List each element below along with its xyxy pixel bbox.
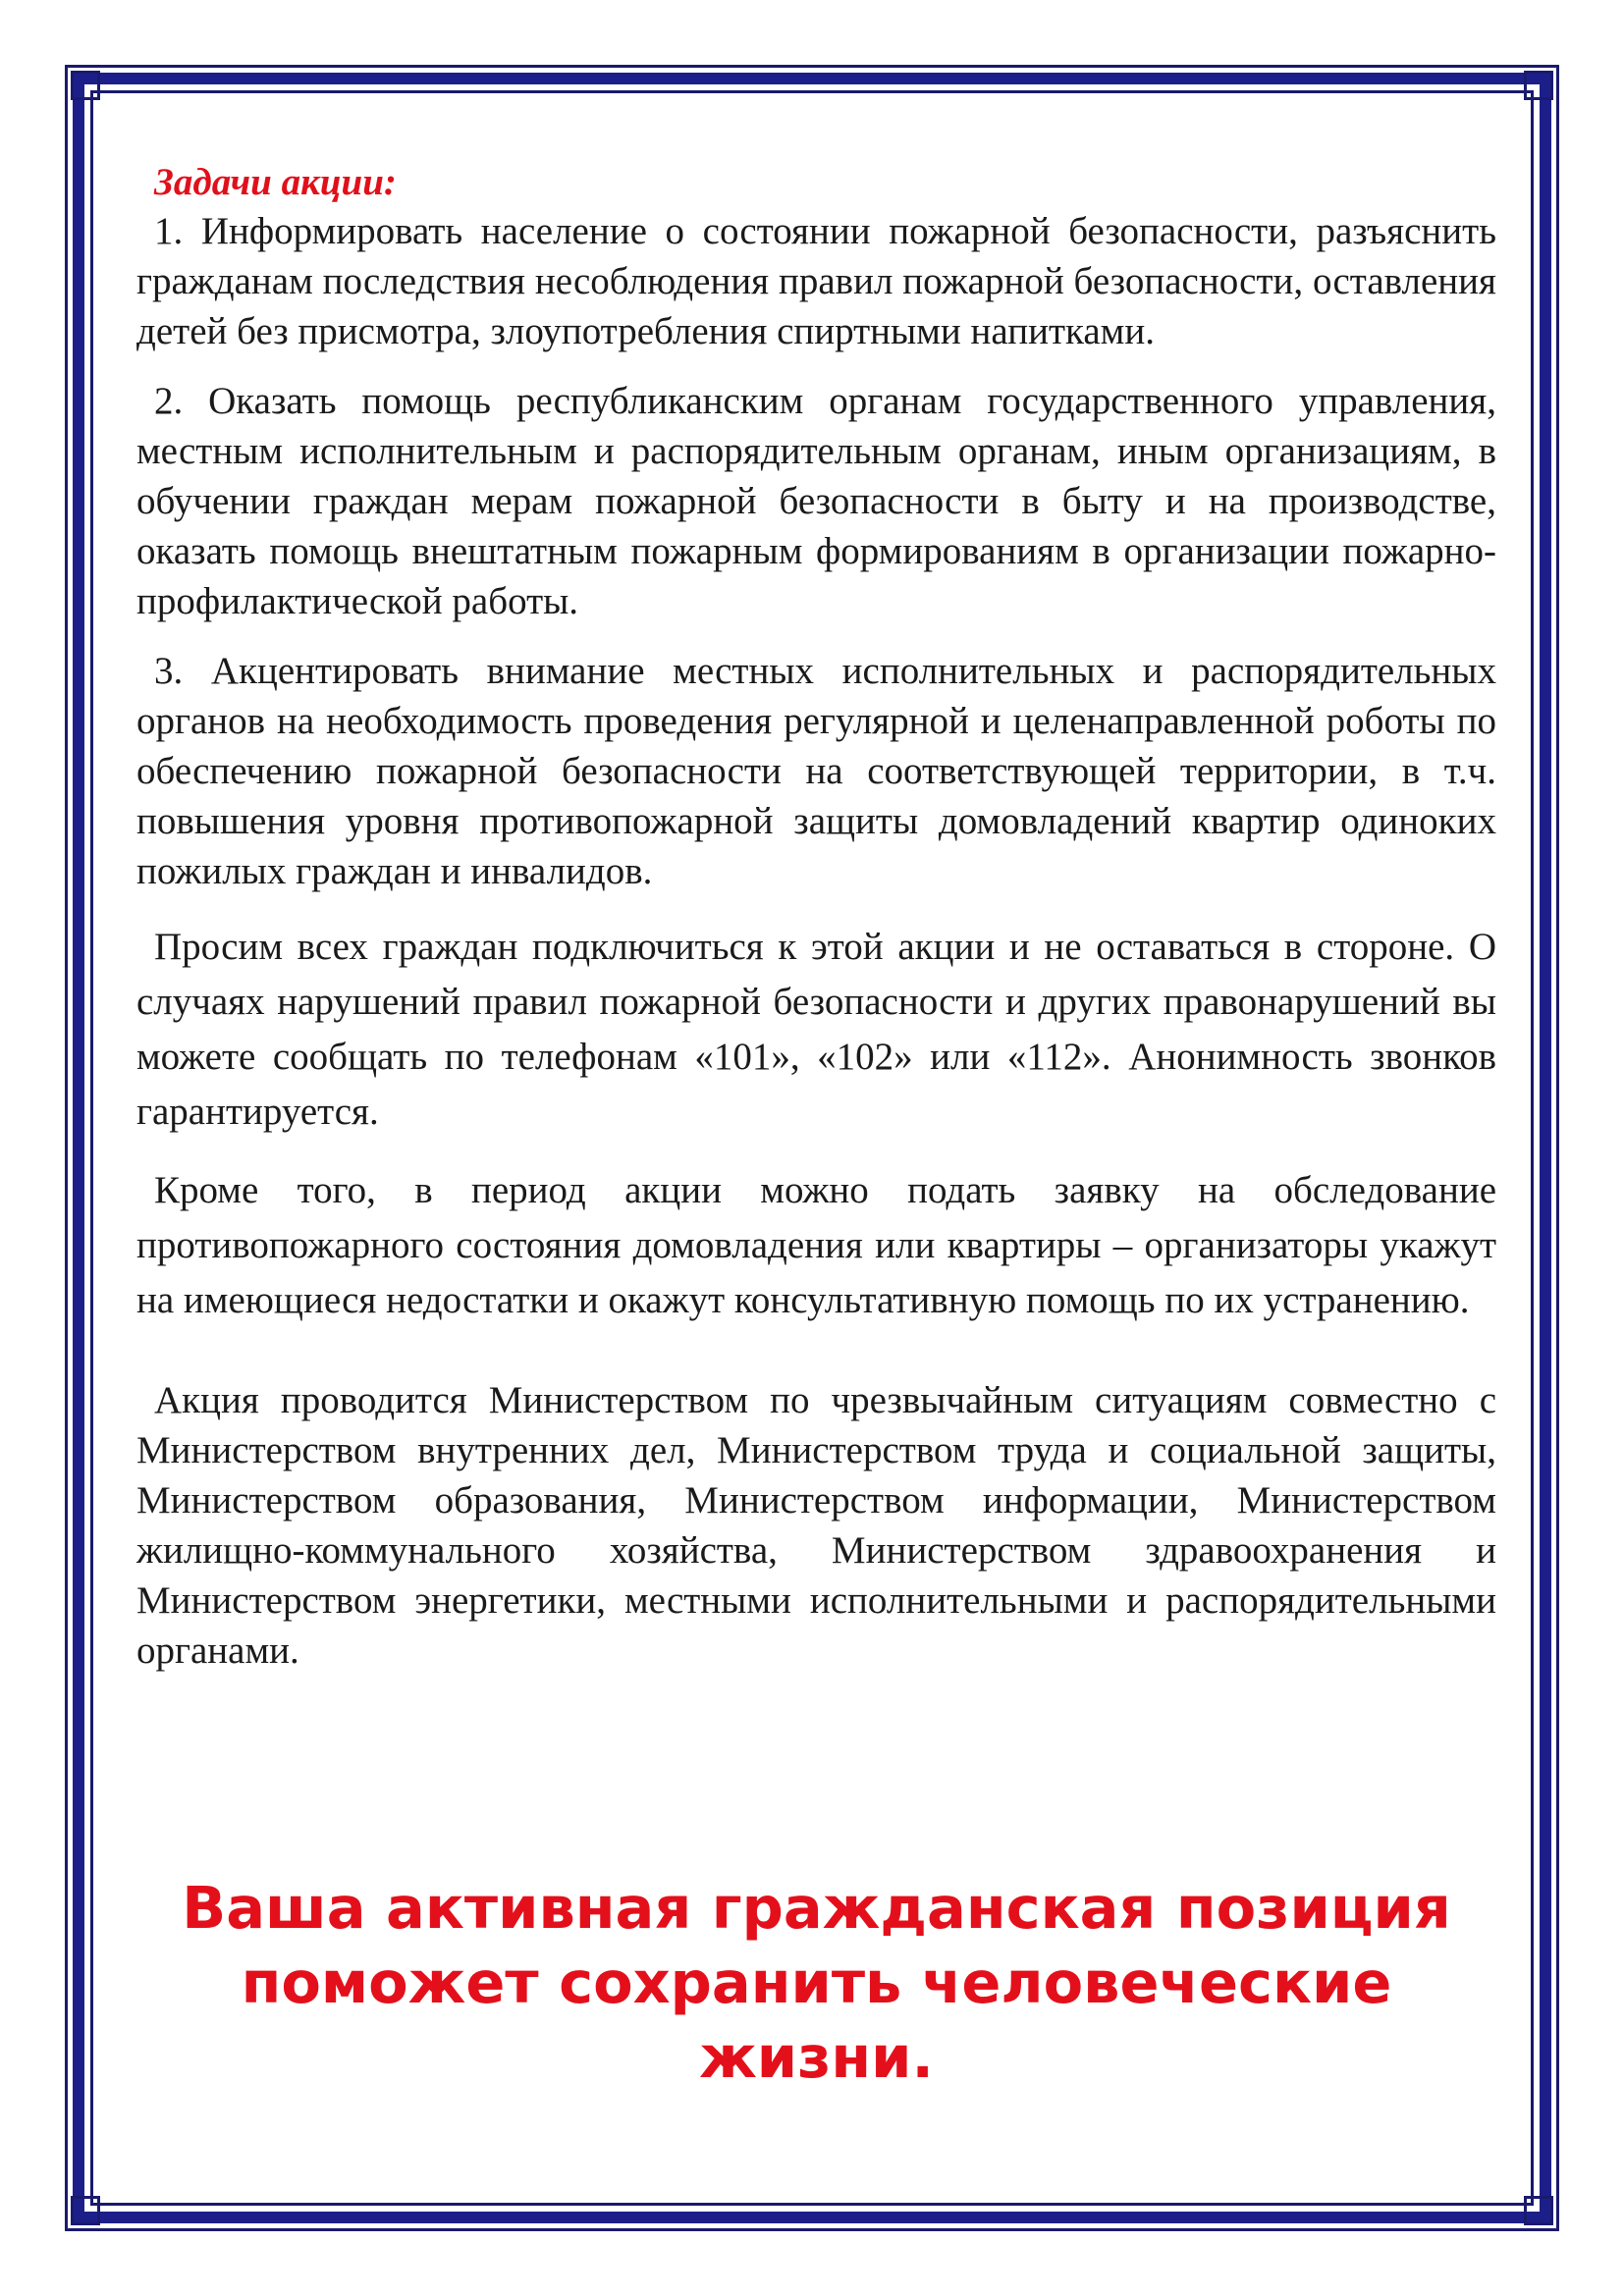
inspection-paragraph: Кроме того, в период акции можно подать заявку на обследование противопожарного состояния домовладения или квартиры – организаторы укажут на имеющиеся недостатки и окажут консультативную помощь по их устранению. (136, 1169, 1496, 1321)
task-paragraph-1: 1. Информировать население о состоянии пожарной безопасности, разъяснить гражданам последствия несоблюдения правил пожарной безопасности, оставления детей без присмотра, злоупотребления спиртными напитками. (136, 210, 1496, 352)
slogan-line-2: поможет сохранить человеческие жизни. (241, 1949, 1392, 2091)
task-paragraph-2: 2. Оказать помощь республиканским органам государственного управления, местным исполнительным и распорядительным органам, иным организациям, в обучении граждан мерам пожарной безопасности в быту и на производстве, оказать помощь внештатным пожарным формированиям в организации пожарно-профилактической работы. (136, 380, 1496, 622)
slogan-line-1: Ваша активная гражданская позиция (182, 1874, 1451, 1942)
tasks-heading: Задачи акции: (154, 161, 397, 203)
frame-corner-ornament (1524, 71, 1553, 100)
slogan (136, 1871, 1496, 2095)
frame-corner-ornament (1524, 2196, 1553, 2225)
appeal-paragraph: Просим всех граждан подключиться к этой акции и не оставаться в стороне. О случаях нарушений правил пожарной безопасности и других правонарушений вы можете сообщать по телефонам «101», «102» или «112». Анонимность звонков гарантируется. (136, 926, 1496, 1133)
frame-corner-ornament (71, 2196, 100, 2225)
frame-corner-ornament (71, 71, 100, 100)
task-paragraph-3: 3. Акцентировать внимание местных исполнительных и распорядительных органов на необходимость проведения регулярной и целенаправленной роботы по обеспечению пожарной безопасности на соответствующей территории, в т.ч. повышения уровня противопожарной защиты домовладений квартир одиноких пожилых граждан и инвалидов. (136, 650, 1496, 892)
organizers-paragraph: Акция проводится Министерством по чрезвычайным ситуациям совместно с Министерством внутренних дел, Министерством труда и социальной защиты, Министерством образования, Министерством информации, Министерством жилищно-коммунального хозяйства, Министерством здравоохранения и Министерством энергетики, местными исполнительными и распорядительными органами. (136, 1379, 1496, 1672)
document-body (136, 159, 1496, 1676)
